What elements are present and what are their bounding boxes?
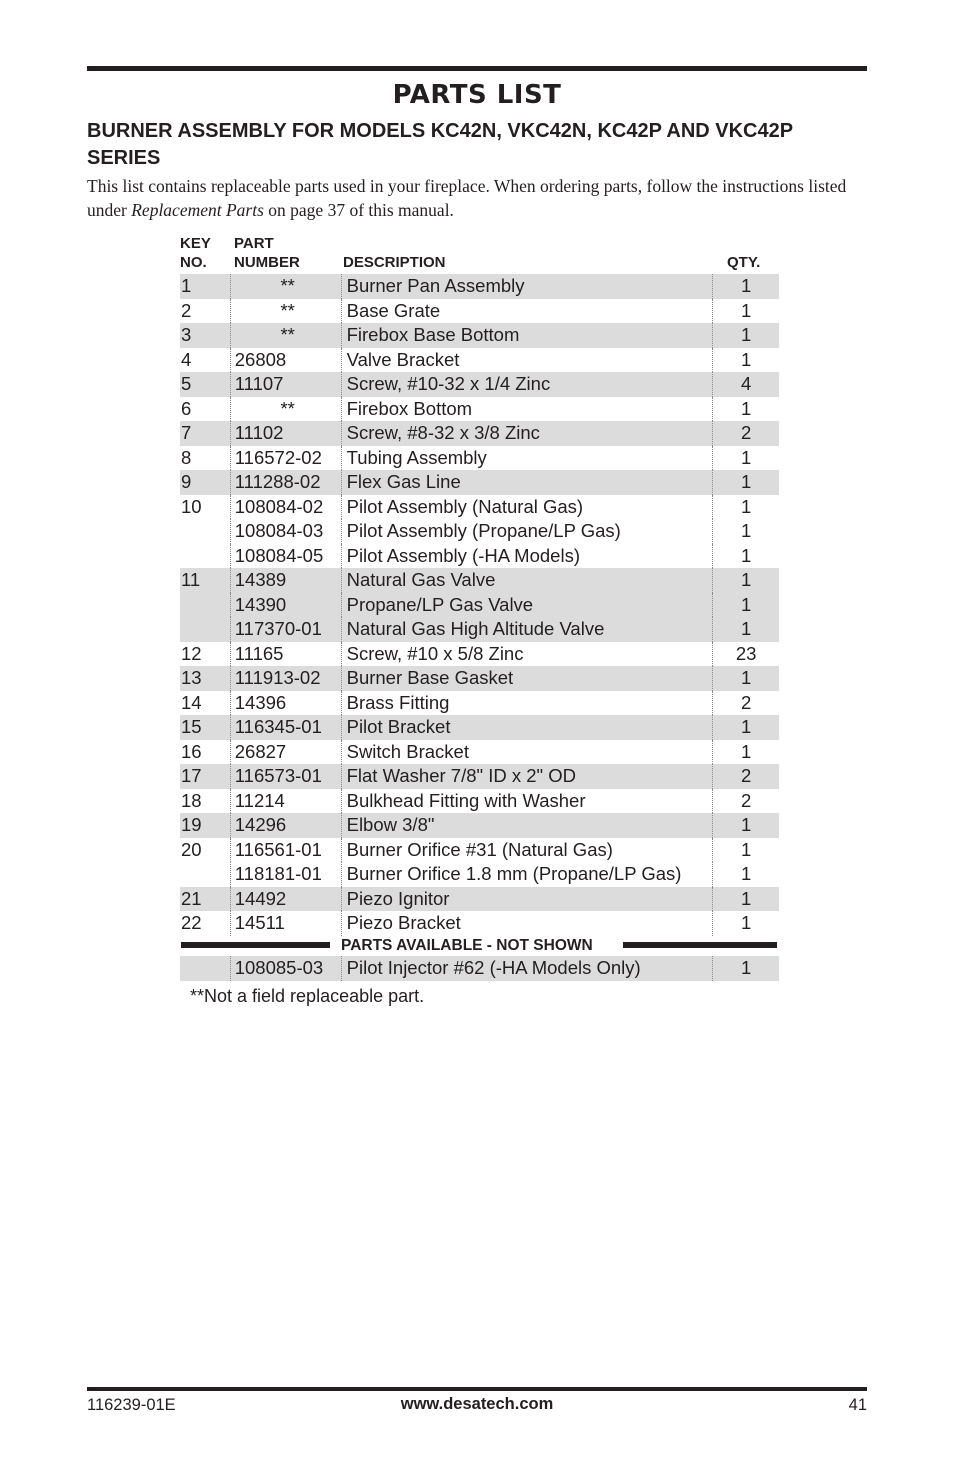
qty-cell: 1 [741, 348, 752, 370]
qty-cell: 1 [713, 715, 779, 740]
part-number-cell: 116572-02 [230, 446, 341, 471]
part-number-cell: 117370-01 [230, 617, 341, 642]
part-number-cell: 11107 [230, 372, 341, 397]
qty-cell: 2 [741, 691, 752, 713]
parts-table [180, 274, 779, 936]
part-number-cell: 118181-01 [230, 862, 341, 887]
header-description: DESCRIPTION [343, 254, 446, 271]
table-row [180, 323, 779, 348]
qty-cell: 23 [735, 642, 757, 664]
key-cell: 12 [180, 642, 230, 667]
table-row [180, 813, 779, 838]
part-number-cell: 108084-05 [230, 544, 341, 569]
website-link[interactable]: www.desatech.com [400, 1395, 554, 1413]
table-row [180, 789, 779, 814]
qty-cell: 1 [713, 666, 779, 691]
description-cell: Bulkhead Fitting with Washer [341, 789, 713, 814]
page-title: PARTS LIST [392, 80, 562, 110]
header-part-number [234, 234, 300, 272]
table-row [180, 421, 779, 446]
parts-table-body [180, 274, 779, 936]
qty-cell: 1 [713, 593, 779, 618]
table-row [180, 617, 779, 642]
description-cell: Propane/LP Gas Valve [341, 593, 713, 618]
table-row [180, 956, 779, 981]
part-number-cell: 14492 [230, 887, 341, 912]
key-cell: 14 [180, 691, 230, 716]
part-number-cell: 11102 [230, 421, 341, 446]
part-number-cell: ** [230, 299, 341, 324]
table-row [180, 715, 779, 740]
qty-cell: 1 [713, 274, 779, 299]
description-cell: Burner Orifice #31 (Natural Gas) [341, 838, 713, 863]
part-number-cell: 111288-02 [230, 470, 341, 495]
description-cell: Elbow 3/8" [341, 813, 713, 838]
header-key-no [180, 234, 211, 272]
table-row [180, 911, 779, 936]
part-number-cell: 26827 [230, 740, 341, 765]
qty-cell: 1 [713, 956, 779, 981]
key-cell: 11 [180, 568, 230, 593]
header-part-line1: PART [234, 235, 274, 252]
key-cell: 6 [180, 397, 230, 422]
description-cell: Pilot Assembly (Natural Gas) [341, 495, 713, 520]
qty-cell: 1 [713, 323, 779, 348]
parts-available-divider [181, 936, 777, 956]
qty-cell: 1 [741, 446, 752, 468]
section-title: BURNER ASSEMBLY FOR MODELS KC42N, VKC42N, KC42P AND VKC42P SERIES [87, 120, 793, 169]
doc-number: 116239-01E [87, 1396, 176, 1414]
description-cell: Brass Fitting [341, 691, 713, 716]
part-number-cell: 14511 [230, 911, 341, 936]
part-number-cell: 116345-01 [230, 715, 341, 740]
table-row [180, 593, 779, 618]
key-cell: 10 [180, 495, 230, 520]
key-cell: 18 [180, 789, 230, 814]
key-cell: 2 [180, 299, 230, 324]
bottom-rule [87, 1387, 867, 1391]
top-rule [87, 66, 867, 71]
table-row [180, 544, 779, 569]
qty-cell: 2 [713, 421, 779, 446]
table-row [180, 446, 779, 471]
qty-cell: 1 [741, 912, 752, 933]
key-cell: 4 [180, 348, 230, 373]
table-row [180, 470, 779, 495]
table-row [180, 691, 779, 716]
intro-paragraph [87, 175, 869, 222]
part-number-cell: 108084-03 [230, 519, 341, 544]
header-key-line1: KEY [180, 235, 211, 252]
key-cell: 19 [180, 813, 230, 838]
qty-cell: 1 [741, 495, 752, 517]
key-cell: 22 [180, 911, 230, 936]
qty-cell: 2 [713, 764, 779, 789]
available-parts-body [180, 956, 779, 981]
key-cell: 17 [180, 764, 230, 789]
part-number-cell: ** [230, 274, 341, 299]
description-cell: Valve Bracket [341, 348, 713, 373]
header-part-line2: NUMBER [234, 254, 300, 271]
qty-cell: 1 [713, 813, 779, 838]
key-cell [180, 593, 230, 618]
part-number-cell: 14296 [230, 813, 341, 838]
table-row [180, 274, 779, 299]
description-cell: Screw, #8-32 x 3/8 Zinc [341, 421, 713, 446]
key-cell: 1 [180, 274, 230, 299]
key-cell: 7 [180, 421, 230, 446]
header-key-line2: NO. [180, 254, 207, 271]
part-number-cell: 11165 [230, 642, 341, 667]
qty-cell: 2 [741, 789, 752, 811]
qty-cell: 1 [713, 568, 779, 593]
table-row [180, 299, 779, 324]
table-row [180, 568, 779, 593]
key-cell: 5 [180, 372, 230, 397]
divider-line-left [181, 942, 330, 948]
qty-cell: 1 [741, 863, 752, 884]
table-row [180, 740, 779, 765]
description-cell: Flat Washer 7/8" ID x 2" OD [341, 764, 713, 789]
part-number-cell: 14389 [230, 568, 341, 593]
part-number-cell: ** [230, 323, 341, 348]
intro-text-before: This list contains replaceable parts used in your fireplace. When ordering parts, follow the instructions listed under [87, 176, 847, 220]
table-row [180, 372, 779, 397]
part-number-cell: 26808 [230, 348, 341, 373]
description-cell: Burner Pan Assembly [341, 274, 713, 299]
table-row [180, 642, 779, 667]
table-row [180, 397, 779, 422]
key-cell: 13 [180, 666, 230, 691]
table-row [180, 348, 779, 373]
parts-available-label: PARTS AVAILABLE - NOT SHOWN [341, 937, 593, 954]
key-cell: 9 [180, 470, 230, 495]
qty-cell: 1 [741, 740, 752, 762]
part-number-cell: 14390 [230, 593, 341, 618]
description-cell: Screw, #10 x 5/8 Zinc [341, 642, 713, 667]
description-cell: Firebox Base Bottom [341, 323, 713, 348]
description-cell: Natural Gas High Altitude Valve [341, 617, 713, 642]
page-number: 41 [848, 1396, 867, 1414]
part-number-cell: 116561-01 [230, 838, 341, 863]
intro-emphasis: Replacement Parts [131, 199, 264, 220]
divider-line-right [623, 942, 777, 948]
description-cell: Firebox Bottom [341, 397, 713, 422]
part-number-cell: 11214 [230, 789, 341, 814]
part-number-cell: 116573-01 [230, 764, 341, 789]
description-cell: Burner Orifice 1.8 mm (Propane/LP Gas) [341, 862, 713, 887]
qty-cell: 1 [741, 544, 752, 566]
key-cell [180, 862, 230, 887]
key-cell: 20 [180, 838, 230, 863]
table-row [180, 887, 779, 912]
key-cell: 8 [180, 446, 230, 471]
table-row [180, 519, 779, 544]
description-cell: Flex Gas Line [341, 470, 713, 495]
description-cell: Base Grate [341, 299, 713, 324]
part-number-cell: ** [230, 397, 341, 422]
key-cell [180, 544, 230, 569]
part-number-cell: 111913-02 [230, 666, 341, 691]
part-number-cell: 14396 [230, 691, 341, 716]
qty-cell: 1 [741, 299, 752, 321]
qty-cell: 1 [741, 520, 752, 541]
qty-cell: 1 [741, 397, 752, 419]
header-qty: QTY. [727, 254, 761, 271]
description-cell: Piezo Ignitor [341, 887, 713, 912]
key-cell [180, 519, 230, 544]
table-row [180, 764, 779, 789]
footnote: **Not a field replaceable part. [190, 986, 425, 1006]
description-cell: Switch Bracket [341, 740, 713, 765]
qty-cell: 1 [741, 838, 752, 860]
key-cell: 15 [180, 715, 230, 740]
key-cell: 3 [180, 323, 230, 348]
part-number-cell: 108085-03 [230, 956, 341, 981]
description-cell: Screw, #10-32 x 1/4 Zinc [341, 372, 713, 397]
description-cell: Piezo Bracket [341, 911, 713, 936]
key-cell [180, 956, 230, 981]
key-cell [180, 617, 230, 642]
description-cell: Burner Base Gasket [341, 666, 713, 691]
qty-cell: 1 [713, 470, 779, 495]
description-cell: Pilot Bracket [341, 715, 713, 740]
description-cell: Pilot Assembly (Propane/LP Gas) [341, 519, 713, 544]
table-row [180, 666, 779, 691]
description-cell: Natural Gas Valve [341, 568, 713, 593]
table-row [180, 862, 779, 887]
description-cell: Tubing Assembly [341, 446, 713, 471]
description-cell: Pilot Assembly (-HA Models) [341, 544, 713, 569]
intro-text-after: on page 37 of this manual. [263, 199, 454, 220]
qty-cell: 1 [713, 617, 779, 642]
table-row [180, 838, 779, 863]
part-number-cell: 108084-02 [230, 495, 341, 520]
available-parts-table [180, 956, 779, 981]
qty-cell: 4 [713, 372, 779, 397]
description-cell: Pilot Injector #62 (-HA Models Only) [341, 956, 713, 981]
qty-cell: 1 [713, 887, 779, 912]
key-cell: 21 [180, 887, 230, 912]
key-cell: 16 [180, 740, 230, 765]
table-row [180, 495, 779, 520]
